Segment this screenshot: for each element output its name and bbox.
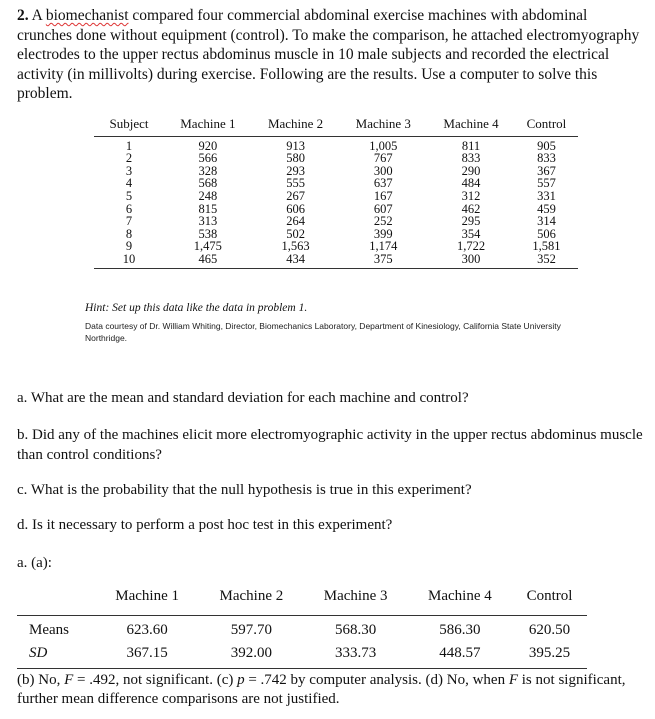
table-cell: 5 (125, 188, 133, 203)
mean-machine-1: 623.60 (126, 622, 168, 638)
table-cell: 331 (537, 188, 556, 203)
table-cell: 920 (198, 138, 218, 153)
p-value-symbol: p (237, 672, 245, 688)
question-b: b. Did any of the machines elicit more electromyographic activity in the upper rectus abdominus muscle than control conditions? (17, 427, 643, 463)
table-cell: 1 (125, 138, 133, 153)
answer-c-value: = .742 by computer analysis. (d) No, when (244, 672, 509, 688)
table-cell: 580 (286, 151, 305, 166)
table-row (94, 165, 578, 178)
table-cell: 833 (537, 151, 556, 166)
table-cell: 9 (125, 239, 133, 254)
table-cell: 314 (537, 214, 556, 229)
table-cell: 2 (125, 151, 133, 166)
answer-col-header-machine-2: Machine 2 (199, 584, 303, 616)
sd-machine-1: 367.15 (95, 643, 199, 669)
sd-control: 395.25 (512, 643, 587, 669)
means-label: Means (29, 622, 69, 638)
table-cell: 375 (339, 253, 427, 268)
mean-machine-2: 597.70 (230, 622, 272, 638)
question-d: d. Is it necessary to perform a post hoc test in this experiment? (17, 517, 393, 533)
table-cell: 462 (461, 201, 481, 216)
table-cell: 506 (537, 226, 556, 241)
answer-col-header-control: Control (512, 584, 587, 616)
table-cell: 459 (537, 201, 556, 216)
table-cell: 1,581 (532, 239, 561, 254)
table-cell: 267 (286, 188, 305, 203)
question-a: a. What are the mean and standard deviation for each machine and control? (17, 390, 469, 406)
hint-text: Hint: Set up this data like the data in problem 1. (85, 302, 308, 314)
table-cell: 248 (198, 188, 218, 203)
f-statistic-symbol: F (64, 672, 74, 688)
col-header-subject: Subject (94, 116, 164, 136)
table-row (94, 215, 578, 228)
final-answer (17, 671, 642, 709)
table-row (94, 136, 578, 152)
problem-text-after: compared four commercial abdominal exercise machines with abdominal crunches done without equipment (control). To make the comparison, he attached electromyography electrodes to the upper rectus abdominus muscle in 10 male subjects and recorded the electrical activity (in millivolts) during exercise. Following are the results. Use a computer to solve this problem. (17, 7, 640, 102)
sd-label: SD (17, 643, 95, 669)
f-statistic-symbol-2: F (508, 672, 519, 688)
table-cell: 606 (286, 201, 305, 216)
table-cell: 7 (125, 214, 133, 229)
answer-col-header-machine-4: Machine 4 (408, 584, 512, 616)
answer-b-value: = .492, not significant. (c) (73, 672, 238, 688)
table-cell: 352 (515, 253, 578, 268)
sd-machine-3: 333.73 (304, 643, 408, 669)
table-cell: 10 (94, 253, 164, 268)
answer-stats-table (17, 584, 587, 669)
table-row (94, 152, 578, 165)
question-c: c. What is the probability that the null hypothesis is true in this experiment? (17, 482, 472, 498)
table-cell: 815 (198, 201, 218, 216)
mean-control: 620.50 (528, 622, 571, 638)
problem-statement (17, 6, 642, 104)
table-cell: 6 (125, 201, 133, 216)
table-row (94, 203, 578, 216)
table-row (94, 190, 578, 203)
table-cell: 312 (461, 188, 481, 203)
table-cell: 913 (286, 138, 305, 153)
table-cell: 8 (125, 226, 133, 241)
table-row (94, 177, 578, 190)
table-row (94, 240, 578, 253)
answer-d-text: is not significant, further mean difference comparisons are not justified. (17, 672, 626, 707)
table-row (94, 253, 578, 268)
answer-header-row (17, 584, 587, 616)
table-cell: 367 (537, 163, 556, 178)
mean-machine-3: 568.30 (335, 622, 377, 638)
table-cell: 538 (198, 226, 218, 241)
problem-number: 2. (17, 7, 29, 24)
answer-b-part: (b) No, (17, 672, 65, 688)
table-cell: 300 (373, 163, 393, 178)
data-table-body (94, 136, 578, 268)
answer-col-header-machine-3: Machine 3 (304, 584, 408, 616)
col-header-machine-3: Machine 3 (339, 116, 427, 136)
table-cell: 502 (286, 226, 305, 241)
table-cell: 399 (373, 226, 393, 241)
table-cell: 295 (461, 214, 481, 229)
col-header-machine-4: Machine 4 (427, 116, 515, 136)
table-cell: 1,005 (369, 138, 398, 153)
emg-data-table (94, 116, 578, 269)
table-cell: 290 (461, 163, 481, 178)
table-cell: 811 (461, 138, 481, 153)
table-cell: 300 (427, 253, 515, 268)
table-cell: 252 (373, 214, 393, 229)
mean-machine-4: 586.30 (439, 622, 481, 638)
table-cell: 484 (461, 176, 481, 191)
sd-row (17, 643, 587, 669)
answer-col-header-machine-1: Machine 1 (95, 584, 199, 616)
spellcheck-flagged-word[interactable]: biomechanist (45, 7, 129, 24)
table-cell: 167 (373, 188, 393, 203)
col-header-machine-1: Machine 1 (164, 116, 252, 136)
sd-machine-4: 448.57 (408, 643, 512, 669)
table-cell: 465 (164, 253, 252, 268)
col-header-control: Control (515, 116, 578, 136)
table-cell: 354 (461, 226, 481, 241)
table-cell: 833 (461, 151, 481, 166)
answer-label: a. (a): (17, 555, 52, 571)
table-cell: 1,563 (281, 239, 310, 254)
table-cell: 4 (125, 176, 133, 191)
table-cell: 1,475 (193, 239, 222, 254)
sd-machine-2: 392.00 (199, 643, 303, 669)
table-cell: 328 (198, 163, 218, 178)
table-cell: 3 (125, 163, 133, 178)
table-cell: 767 (373, 151, 393, 166)
data-table-header-row (94, 116, 578, 136)
table-cell: 434 (252, 253, 340, 268)
table-cell: 264 (286, 214, 305, 229)
table-cell: 1,174 (369, 239, 398, 254)
table-cell: 905 (537, 138, 556, 153)
table-cell: 1,722 (456, 239, 486, 254)
table-cell: 637 (373, 176, 393, 191)
table-cell: 555 (286, 176, 305, 191)
table-cell: 313 (198, 214, 218, 229)
col-header-machine-2: Machine 2 (252, 116, 340, 136)
table-cell: 557 (537, 176, 556, 191)
answer-col-header-blank (17, 584, 95, 616)
problem-text-before: A (28, 7, 46, 24)
table-cell: 293 (286, 163, 305, 178)
table-row (94, 228, 578, 241)
data-credit: Data courtesy of Dr. William Whiting, Director, Biomechanics Laboratory, Department of Kinesiology, California State University Northridge. (85, 321, 561, 343)
table-cell: 566 (198, 151, 218, 166)
table-cell: 607 (373, 201, 393, 216)
means-row (17, 616, 587, 644)
table-cell: 568 (198, 176, 218, 191)
